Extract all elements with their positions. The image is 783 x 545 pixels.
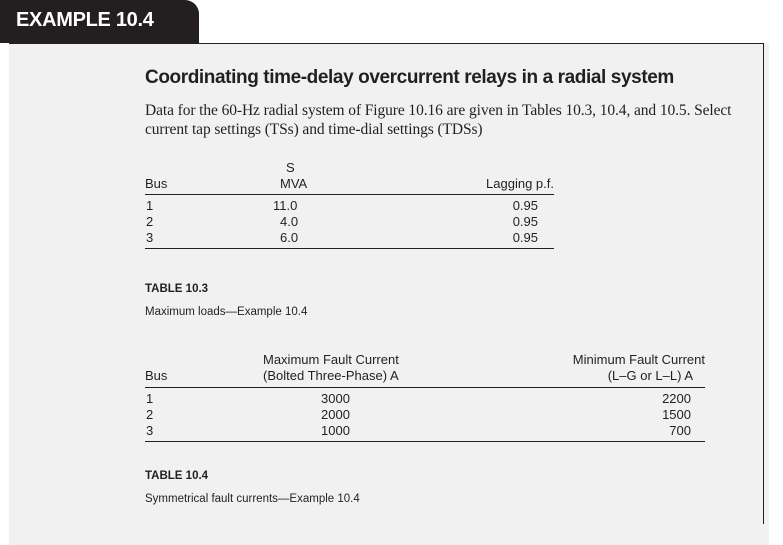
table-row	[145, 214, 554, 230]
cell-pf: 0.95	[512, 198, 538, 213]
cell-pf: 0.95	[512, 214, 538, 229]
table-row	[145, 388, 705, 408]
table-row	[145, 230, 554, 249]
col-header-s	[273, 160, 447, 195]
table-row	[145, 195, 554, 215]
cell-pf: 0.95	[447, 230, 554, 249]
table-row	[145, 423, 705, 442]
cell-s: 11.0	[273, 198, 298, 213]
col-header-max-top: Maximum Fault Current	[263, 352, 399, 367]
cell-max: 1000	[263, 423, 477, 442]
example-tab	[0, 0, 199, 43]
col-header-bus	[145, 160, 273, 195]
cell-bus: 3	[145, 423, 263, 442]
table-header-row	[145, 352, 705, 388]
col-header-max-bottom: (Bolted Three-Phase) A	[263, 368, 399, 383]
table-caption-text: Maximum loads—Example 10.4	[145, 306, 308, 318]
table-header-row	[145, 160, 554, 195]
cell-max: 2000	[321, 407, 350, 422]
table-caption-text: Symmetrical fault currents—Example 10.4	[145, 493, 360, 505]
col-header-min-top: Minimum Fault Current	[572, 352, 705, 367]
cell-s: 4.0	[280, 214, 299, 229]
table-row	[145, 407, 705, 423]
col-header-pf	[447, 160, 554, 195]
example-content	[145, 67, 765, 139]
fault-currents-table	[145, 352, 705, 442]
cell-bus: 2	[146, 214, 154, 229]
col-header-min-bottom: (L–G or L–L) A	[607, 368, 693, 383]
col-header-s-bottom: MVA	[280, 176, 308, 191]
cell-bus: 3	[145, 230, 273, 249]
example-tab-label: EXAMPLE 10.4	[16, 9, 154, 31]
section-title: Coordinating time-delay overcurrent relays in a radial system	[145, 67, 674, 88]
cell-max: 3000	[321, 391, 350, 406]
cell-bus: 2	[146, 407, 154, 422]
cell-s: 6.0	[273, 230, 447, 249]
cell-bus: 1	[146, 198, 154, 213]
col-header-bus-label: Bus	[145, 368, 168, 383]
table-caption-number: TABLE 10.3	[145, 283, 209, 295]
cell-bus: 1	[146, 391, 154, 406]
maximum-loads-table	[145, 160, 554, 249]
cell-min: 2200	[662, 391, 691, 406]
col-header-max-fault	[263, 352, 477, 388]
col-header-bus	[145, 352, 263, 388]
cell-min: 1500	[662, 407, 691, 422]
col-header-s-top: S	[286, 160, 295, 175]
table-caption-number: TABLE 10.4	[145, 470, 209, 482]
intro-paragraph: Data for the 60-Hz radial system of Figure 10.16 are given in Tables 10.3, 10.4, and 10.5. Select current tap settings (TSs) and time-dial settings (TDSs)	[145, 102, 732, 138]
col-header-pf-label: Lagging p.f.	[486, 176, 554, 191]
col-header-min-fault	[477, 352, 705, 388]
col-header-bus-label: Bus	[145, 176, 168, 191]
cell-min: 700	[477, 423, 705, 442]
